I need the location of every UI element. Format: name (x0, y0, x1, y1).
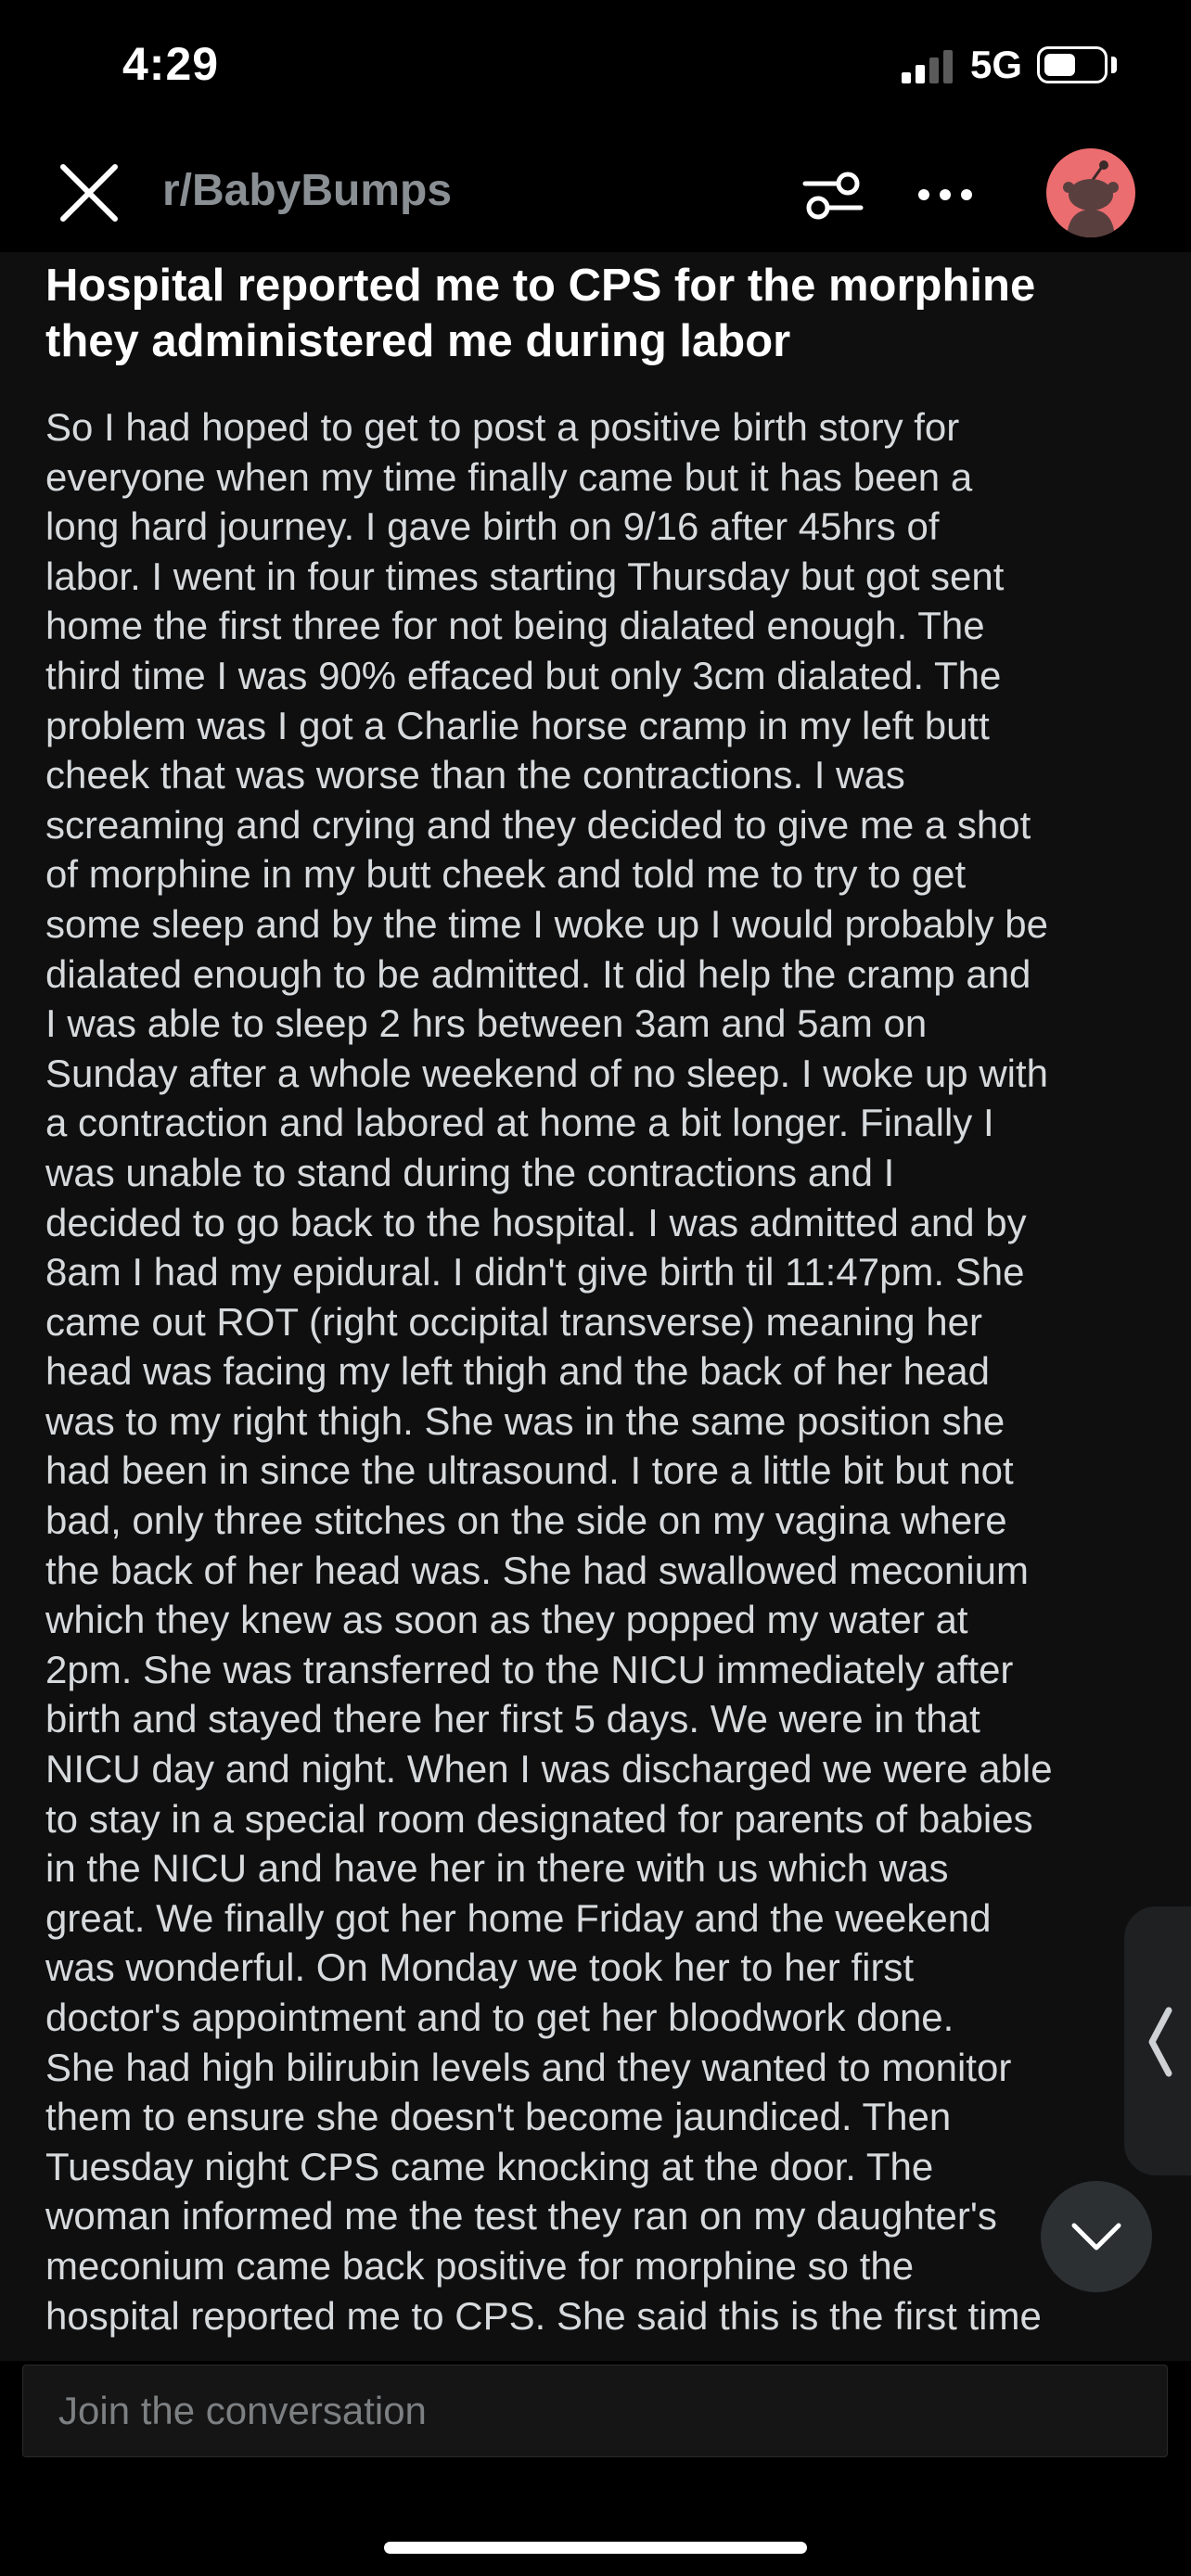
body-line: problem was I got a Charlie horse cramp in my left butt (45, 703, 990, 747)
signal-bar (916, 65, 925, 83)
body-line: to stay in a special room designated for parents of babies (45, 1796, 1033, 1841)
body-line: woman informed me the test they ran on my daughter's (45, 2194, 997, 2238)
body-line: hospital reported me to CPS. She said this is the first time (45, 2293, 1042, 2338)
title-line: Hospital reported me to CPS for the morphine (45, 261, 1036, 311)
close-icon[interactable] (56, 159, 122, 226)
body-line: the back of her head was. She had swallowed meconium (45, 1548, 1029, 1592)
body-line: I was able to sleep 2 hrs between 3am and 5am on (45, 1001, 928, 1046)
battery-icon (1037, 46, 1108, 83)
body-line: labor. I went in four times starting Thursday but got sent (45, 554, 1005, 598)
body-line: decided to go back to the hospital. I was admitted and by (45, 1200, 1027, 1244)
body-line: which they knew as soon as they popped my water at (45, 1598, 968, 1642)
chevron-left-icon (1143, 2005, 1176, 2079)
comment-composer (0, 2361, 1191, 2481)
body-line: was wonderful. On Monday we took her to her first (45, 1945, 915, 1990)
status-time: 4:29 (122, 38, 220, 90)
home-indicator[interactable] (384, 2542, 807, 2554)
body-line: bad, only three stitches on the side on my vagina where (45, 1498, 1007, 1543)
body-line: Tuesday night CPS came knocking at the door. The (45, 2144, 934, 2188)
body-line: them to ensure she doesn't become jaundiced. Then (45, 2095, 952, 2139)
body-line: home the first three for not being dialated enough. The (45, 604, 985, 648)
signal-bar (929, 57, 939, 83)
body-line: 8am I had my epidural. I didn't give birth til 11:47pm. She (45, 1250, 1025, 1294)
body-line: doctor's appointment and to get her bloodwork done. (45, 1996, 954, 2039)
post-content (0, 252, 1191, 2361)
body-line: 2pm. She was transferred to the NICU immediately after (45, 1647, 1014, 1691)
filter-icon[interactable] (800, 161, 866, 228)
battery-level (1044, 54, 1075, 76)
post-title (45, 258, 1121, 369)
body-line: head was facing my left thigh and the back of her head (45, 1349, 990, 1394)
body-line: birth and stayed there her first 5 days. We were in that (45, 1697, 980, 1741)
more-options-icon[interactable] (916, 178, 974, 211)
network-type: 5G (970, 43, 1023, 86)
user-avatar[interactable] (1046, 148, 1135, 237)
signal-bar (902, 72, 911, 83)
body-line: long hard journey. I gave birth on 9/16 after 45hrs of (45, 504, 940, 549)
body-line: everyone when my time finally came but it has been a (45, 454, 973, 499)
battery-tip (1111, 57, 1117, 73)
body-line: cheek that was worse than the contractions. I was (45, 753, 905, 797)
side-drawer-tab[interactable] (1124, 1906, 1191, 2175)
status-bar (0, 0, 1191, 139)
body-line: in the NICU and have her in there with us which was (45, 1846, 949, 1891)
body-line: of morphine in my butt cheek and told me to try to get (45, 852, 967, 897)
body-line: screaming and crying and they decided to give me a shot (45, 802, 1031, 847)
title-line: they administered me during labor (45, 316, 791, 366)
comment-input[interactable] (22, 2365, 1168, 2457)
subreddit-name[interactable]: r/BabyBumps (162, 166, 453, 215)
post-body (45, 402, 1159, 2340)
signal-bar (943, 50, 953, 83)
body-line: So I had hoped to get to post a positive birth story for (45, 405, 960, 449)
body-line: NICU day and night. When I was discharged we were able (45, 1747, 1053, 1792)
body-line: was unable to stand during the contractions and I (45, 1150, 895, 1194)
body-line: meconium came back positive for morphine so the (45, 2243, 915, 2288)
body-line: great. We finally got her home Friday and the weekend (45, 1895, 992, 1940)
body-line: Sunday after a whole weekend of no sleep. I woke up with (45, 1051, 1049, 1095)
chevron-down-icon (1069, 2214, 1124, 2259)
top-nav-bar (0, 139, 1191, 252)
body-line: some sleep and by the time I woke up I would probably be (45, 901, 1048, 946)
body-line: was to my right thigh. She was in the same position she (45, 1398, 1005, 1443)
body-line: a contraction and labored at home a bit longer. Finally I (45, 1101, 994, 1145)
body-line: dialated enough to be admitted. It did help the cramp and (45, 951, 1031, 996)
body-line: third time I was 90% effaced but only 3cm dialated. The (45, 653, 1002, 697)
body-line: came out ROT (right occipital transverse) meaning her (45, 1299, 982, 1344)
cellular-signal-icon (902, 48, 954, 83)
body-line: had been in since the ultrasound. I tore a little bit but not (45, 1448, 1014, 1493)
scroll-down-button[interactable] (1041, 2181, 1152, 2292)
body-line: She had high bilirubin levels and they wanted to monitor (45, 2045, 1012, 2089)
